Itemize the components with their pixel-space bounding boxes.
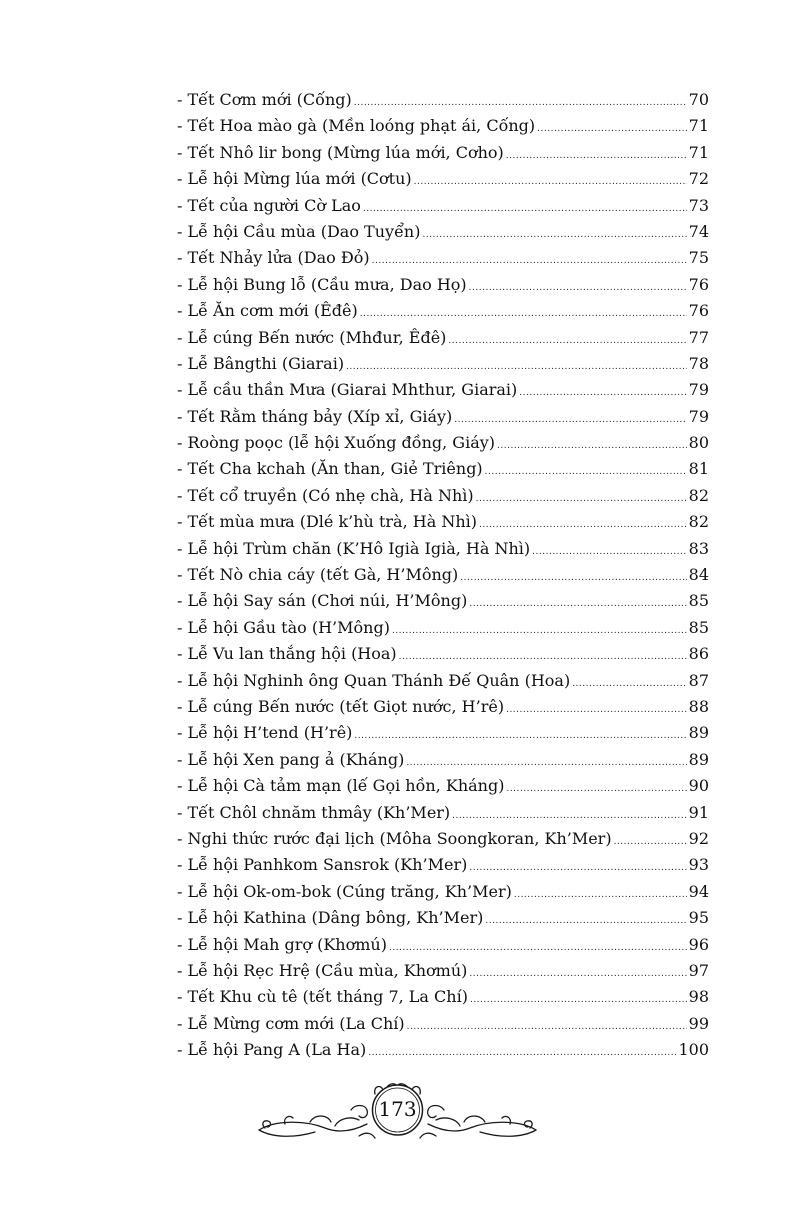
toc-entry xyxy=(177,958,709,984)
toc-entry-title: - Nghi thức rước đại lịch (Môha Soongkoran, Kh’Mer) xyxy=(177,828,612,848)
toc-entry-title: - Tết Khu cù tê (tết tháng 7, La Chí) xyxy=(177,987,468,1007)
toc-entry-title: - Lễ cầu thần Mưa (Giarai Mhthur, Giarai) xyxy=(177,380,518,400)
toc-entry-title: - Tết mùa mưa (Dlé k’hù trà, Hà Nhì) xyxy=(177,512,477,532)
toc-entry-title: - Lễ hội Cà tảm mạn (lế Gọi hồn, Kháng) xyxy=(177,776,505,796)
toc-entry xyxy=(177,430,709,456)
toc-entry-page: 83 xyxy=(688,538,709,558)
toc-dot-leader xyxy=(572,671,686,697)
toc-entry-page: 77 xyxy=(688,327,709,347)
toc-entry-page: 80 xyxy=(688,433,709,453)
toc-entry-page: 76 xyxy=(688,274,709,294)
toc-entry-title: - Lễ Mừng cơm mới (La Chí) xyxy=(177,1013,405,1033)
toc-dot-leader xyxy=(514,882,687,908)
toc-entry-title: - Tết của người Cờ Lao xyxy=(177,195,361,215)
toc-dot-leader xyxy=(537,116,686,142)
toc-entry-title: - Lễ hội Rẹc Hrệ (Cầu mùa, Khơmú) xyxy=(177,960,468,980)
toc-dot-leader xyxy=(614,829,687,855)
toc-entry-page: 82 xyxy=(688,485,709,505)
toc-entry xyxy=(177,800,709,826)
toc-entry xyxy=(177,641,709,667)
toc-entry xyxy=(177,905,709,931)
toc-entry xyxy=(177,219,709,245)
toc-entry-title: - Tết Nhảy lửa (Dao Đỏ) xyxy=(177,248,370,268)
toc-entry-page: 96 xyxy=(688,934,709,954)
toc-entry xyxy=(177,879,709,905)
toc-entry xyxy=(177,193,709,219)
toc-dot-leader xyxy=(414,169,687,195)
toc-dot-leader xyxy=(506,776,686,802)
toc-entry-title: - Lễ cúng Bến nước (tết Giọt nước, H’rê) xyxy=(177,696,505,716)
toc-entry xyxy=(177,325,709,351)
toc-dot-leader xyxy=(519,380,686,406)
toc-dot-leader xyxy=(460,565,686,591)
toc-entry xyxy=(177,562,709,588)
toc-dot-leader xyxy=(485,459,687,485)
toc-entry-page: 72 xyxy=(688,169,709,189)
toc-entry-title: - Tết cổ truyền (Có nhẹ chà, Hà Nhì) xyxy=(177,485,474,505)
toc-entry xyxy=(177,483,709,509)
toc-entry-title: - Lễ hội Trùm chăn (K’Hô Igià Igià, Hà Nhì) xyxy=(177,538,531,558)
toc-entry xyxy=(177,140,709,166)
toc-entry-page: 97 xyxy=(688,960,709,980)
toc-entry-title: - Lễ hội Pang A (La Ha) xyxy=(177,1040,367,1060)
toc-entry-title: - Lễ hội Bung lỗ (Cầu mưa, Dao Họ) xyxy=(177,274,467,294)
toc-entry xyxy=(177,694,709,720)
toc-dot-leader xyxy=(448,328,686,354)
toc-entry-page: 79 xyxy=(688,406,709,426)
toc-entry xyxy=(177,87,709,113)
toc-entry-page: 85 xyxy=(688,591,709,611)
toc-entry xyxy=(177,298,709,324)
toc-entry xyxy=(177,852,709,878)
toc-entry xyxy=(177,615,709,641)
toc-entry-page: 71 xyxy=(688,142,709,162)
toc-dot-leader xyxy=(392,618,687,644)
toc-entry-page: 76 xyxy=(688,301,709,321)
toc-entry xyxy=(177,932,709,958)
toc-entry-page: 85 xyxy=(688,617,709,637)
toc-entry-page: 88 xyxy=(688,696,709,716)
toc-entry xyxy=(177,536,709,562)
toc-entry-page: 91 xyxy=(688,802,709,822)
table-of-contents xyxy=(177,87,709,1063)
toc-entry-page: 70 xyxy=(688,90,709,109)
toc-entry-page: 78 xyxy=(688,353,709,373)
toc-entry-page: 98 xyxy=(688,987,709,1007)
toc-entry-title: - Lễ hội Ok-om-bok (Cúng trăng, Kh’Mer) xyxy=(177,881,512,901)
toc-entry xyxy=(177,984,709,1010)
toc-dot-leader xyxy=(368,1040,676,1066)
toc-dot-leader xyxy=(497,433,687,459)
page-number: 173 xyxy=(378,1097,417,1121)
toc-entry xyxy=(177,404,709,430)
toc-entry-page: 92 xyxy=(688,828,709,848)
toc-entry-title: - Lễ hội Panhkom Sansrok (Kh’Mer) xyxy=(177,855,468,875)
toc-entry-title: - Lễ hội Xen pang ả (Kháng) xyxy=(177,749,405,769)
toc-entry-page: 94 xyxy=(688,881,709,901)
toc-entry-title: - Lễ Vu lan thắng hội (Hoa) xyxy=(177,644,397,664)
toc-dot-leader xyxy=(470,987,687,1013)
toc-entry-title: - Lễ hội Gầu tào (H’Mông) xyxy=(177,617,390,637)
toc-entry-title: - Tết Cơm mới (Cống) xyxy=(177,90,352,109)
toc-entry-page: 82 xyxy=(688,512,709,532)
toc-entry xyxy=(177,377,709,403)
toc-dot-leader xyxy=(506,697,687,723)
toc-entry-page: 84 xyxy=(688,565,709,585)
toc-entry-title: - Lễ hội Kathina (Dâng bông, Kh’Mer) xyxy=(177,908,484,928)
toc-dot-leader xyxy=(407,1014,687,1040)
toc-entry-title: - Lễ hội H’tend (H’rê) xyxy=(177,723,353,743)
toc-dot-leader xyxy=(506,143,687,169)
toc-entry xyxy=(177,166,709,192)
toc-entry-title: - Roòng poọc (lễ hội Xuống đồng, Giáy) xyxy=(177,433,496,453)
toc-entry xyxy=(177,668,709,694)
toc-entry-title: - Tết Cha kchah (Ăn than, Giẻ Triêng) xyxy=(177,459,483,479)
toc-entry-page: 89 xyxy=(688,749,709,769)
toc-entry xyxy=(177,747,709,773)
toc-entry-page: 75 xyxy=(688,248,709,268)
toc-dot-leader xyxy=(532,539,686,565)
toc-entry-page: 74 xyxy=(688,221,709,241)
toc-entry-page: 73 xyxy=(688,195,709,215)
toc-entry-page: 90 xyxy=(688,776,709,796)
toc-entry-title: - Lễ Ăn cơm mới (Êđê) xyxy=(177,301,358,321)
toc-entry-page: 89 xyxy=(688,723,709,743)
toc-entry xyxy=(177,588,709,614)
toc-entry-page: 93 xyxy=(688,855,709,875)
toc-dot-leader xyxy=(469,591,686,617)
toc-entry-title: - Tết Nò chia cáy (tết Gà, H’Mông) xyxy=(177,565,459,585)
toc-entry-page: 86 xyxy=(688,644,709,664)
toc-entry xyxy=(177,351,709,377)
toc-entry xyxy=(177,272,709,298)
toc-entry xyxy=(177,456,709,482)
toc-entry-page: 87 xyxy=(688,670,709,690)
toc-entry-page: 95 xyxy=(688,908,709,928)
toc-dot-leader xyxy=(476,486,687,512)
toc-entry xyxy=(177,720,709,746)
toc-entry-page: 99 xyxy=(688,1013,709,1033)
toc-entry xyxy=(177,826,709,852)
toc-entry-title: - Lễ Bângthi (Giarai) xyxy=(177,353,345,373)
toc-entry xyxy=(177,1037,709,1063)
toc-entry-title: - Lễ hội Nghinh ông Quan Thánh Đế Quân (Hoa) xyxy=(177,670,571,690)
toc-entry-title: - Tết Nhô lir bong (Mừng lúa mới, Cơho) xyxy=(177,142,504,162)
toc-entry-title: - Tết Hoa mào gà (Mền loóng phạt ái, Cống) xyxy=(177,116,536,136)
toc-dot-leader xyxy=(469,961,686,987)
toc-entry-page: 71 xyxy=(688,116,709,136)
toc-entry-page: 81 xyxy=(688,459,709,479)
toc-dot-leader xyxy=(422,222,686,248)
toc-dot-leader xyxy=(469,275,687,301)
toc-entry-page: 79 xyxy=(688,380,709,400)
toc-entry-title: - Tết Chôl chnăm thmây (Kh’Mer) xyxy=(177,802,451,822)
toc-entry-title: - Lễ hội Cầu mùa (Dao Tuyển) xyxy=(177,221,421,241)
toc-entry-title: - Tết Rằm tháng bảy (Xíp xỉ, Giáy) xyxy=(177,406,453,426)
toc-entry xyxy=(177,773,709,799)
toc-entry-title: - Lễ cúng Bến nước (Mhđur, Êđê) xyxy=(177,327,447,347)
toc-entry-page: 100 xyxy=(678,1040,709,1060)
toc-dot-leader xyxy=(485,908,686,934)
toc-entry xyxy=(177,113,709,139)
toc-entry-title: - Lễ hội Say sán (Chơi núi, H’Mông) xyxy=(177,591,468,611)
toc-entry xyxy=(177,509,709,535)
toc-entry xyxy=(177,245,709,271)
page-footer-ornament xyxy=(255,1080,540,1144)
toc-entry xyxy=(177,1011,709,1037)
toc-entry-title: - Lễ hội Mah grợ (Khơmú) xyxy=(177,934,387,954)
toc-entry-title: - Lễ hội Mừng lúa mới (Cơtu) xyxy=(177,169,412,189)
